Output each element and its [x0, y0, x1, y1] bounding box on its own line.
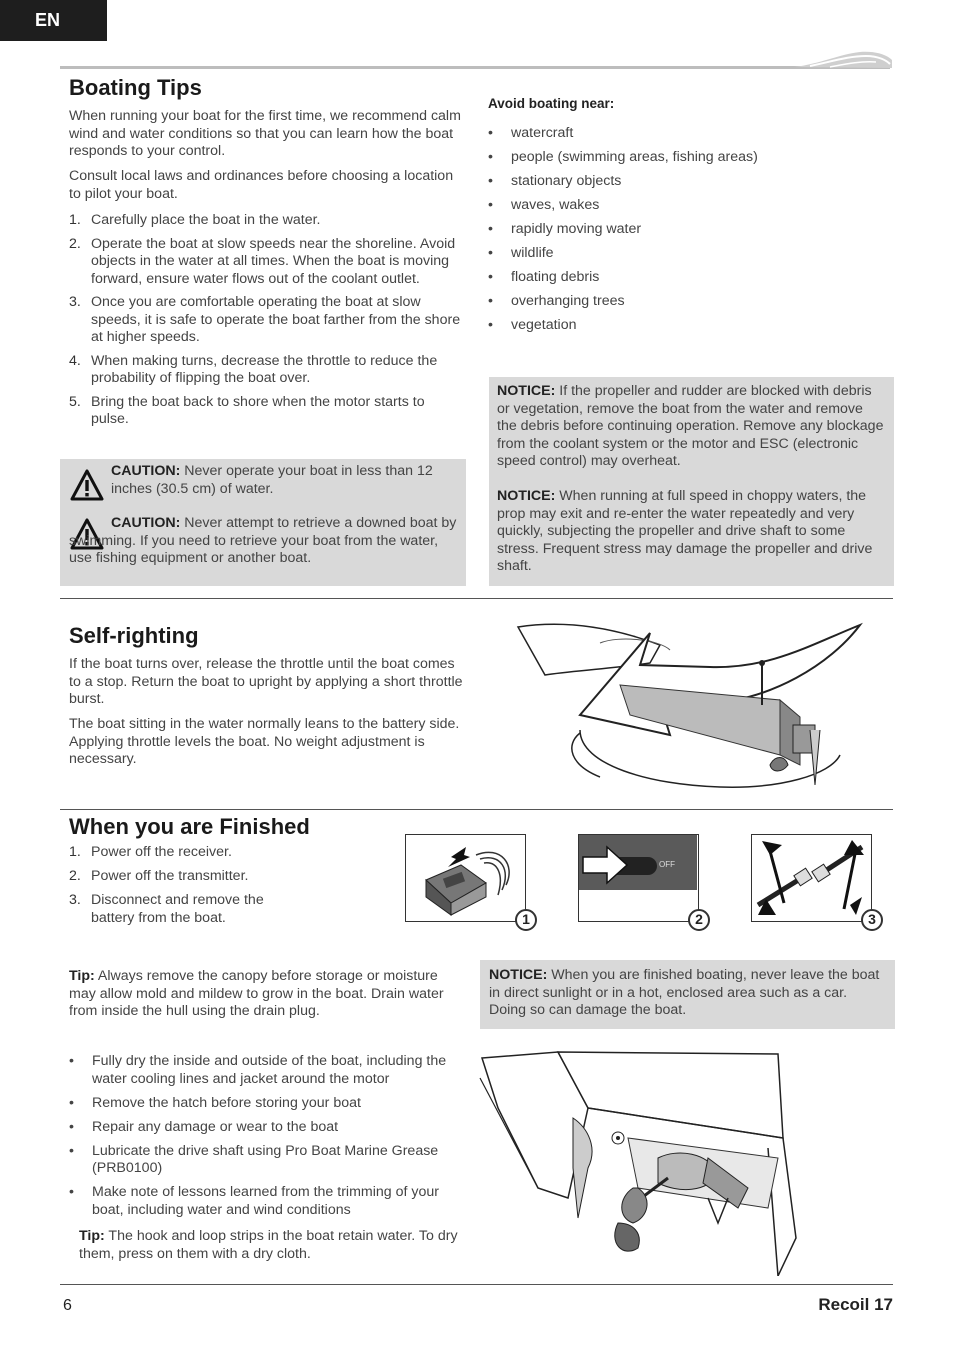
storage-bullets [69, 1053, 464, 1219]
switch-off-label: OFF [659, 860, 675, 869]
notice-text: When running at full speed in choppy waters, the prop may exit and re-enter the water repeatedly and very quickly, subjecting the propeller and drive shaft to some stress. Frequent stress may damage the propeller and drive shaft. [497, 488, 873, 574]
notice-text: When you are finished boating, never leave the boat in direct sunlight or in a hot, enclosed area such as a car. Doing so can damage the boat. [489, 967, 880, 1018]
list-item: • watercraft [488, 125, 574, 141]
list-item: 3. Disconnect and remove the battery from the boat. [69, 892, 264, 926]
tip-label: Tip: [79, 1228, 105, 1244]
caution-1 [111, 463, 451, 498]
self-righting-p1: If the boat turns over, release the throttle until the boat comes to a stop. Return the boat to upright by applying a short throttle burst. [69, 656, 463, 707]
avoid-title: Avoid boating near: [488, 96, 615, 111]
step-number: 2. [69, 235, 81, 252]
caution-text: Never attempt to retrieve a downed boat by swimming. If you need to retrieve your boat from the water, use fishing equipment or another boat. [69, 515, 457, 566]
notice-label: NOTICE: [497, 488, 556, 504]
step-text: When making turns, decrease the throttle to reduce the probability of flipping the boat over. [91, 352, 438, 386]
caution-box [60, 459, 466, 586]
step-number: 5. [69, 393, 81, 410]
notice-box [489, 377, 894, 586]
section-divider [60, 809, 893, 810]
notice-text: If the propeller and rudder are blocked with debris or vegetation, remove the boat from the water and remove the debris before continuing operation. Remove any blockage from the coolant system or the motor and ESC (electronic speed control) may overheat. [497, 383, 884, 469]
list-item [69, 236, 464, 289]
list-item: • Make note of lessons learned from the trimming of your boat, including water and wind conditions [69, 1184, 439, 1218]
step-number: 3. [69, 294, 81, 310]
page-number: 6 [63, 1297, 72, 1314]
list-item [69, 212, 464, 230]
avoid-list [488, 125, 888, 335]
receiver-figure [405, 834, 526, 922]
list-item: • Lubricate the drive shaft using Pro Boat Marine Grease (PRB0100) [69, 1142, 439, 1176]
notice-label: NOTICE: [497, 383, 556, 399]
tip-text: Always remove the canopy before storage or moisture may allow mold and mildew to grow in the boat. Drain water from inside the hull using the drain plug. [69, 968, 444, 1019]
finished-steps-list [69, 844, 299, 927]
language-label: EN [34, 9, 60, 30]
right-arrow-icon [579, 843, 639, 887]
tip-label: Tip: [69, 968, 95, 984]
list-item: • floating debris [488, 269, 600, 285]
footer-rule [60, 1284, 893, 1285]
notice-1 [497, 383, 885, 471]
wave-logo-icon [790, 44, 894, 70]
drive-shaft-illustration [478, 1048, 798, 1276]
list-item [69, 294, 464, 347]
step-text: Bring the boat back to shore when the motor starts to pulse. [91, 393, 425, 427]
step-text: Carefully place the boat in the water. [91, 212, 321, 228]
product-name: Recoil 17 [818, 1295, 893, 1314]
boating-tips-intro-1: When running your boat for the first time, we recommend calm wind and water conditions so that you can learn how the boat responds to your control. [69, 108, 461, 159]
finished-notice-box [480, 960, 895, 1029]
finished-title: When you are Finished [69, 814, 310, 839]
warning-triangle-icon [70, 469, 104, 501]
self-righting-title: Self-righting [69, 623, 199, 648]
transmitter-figure [578, 834, 699, 922]
disconnect-icon [752, 835, 870, 920]
step-number: 1. [69, 212, 81, 228]
notice-label: NOTICE: [489, 967, 548, 983]
list-item: • waves, wakes [488, 197, 600, 213]
list-item: • overhanging trees [488, 293, 625, 309]
step-number: 4. [69, 352, 81, 369]
caution-label: CAUTION: [111, 463, 181, 479]
list-item [69, 394, 464, 429]
list-item: • stationary objects [488, 173, 622, 189]
boating-steps-list [69, 212, 464, 429]
self-righting-p2: The boat sitting in the water normally leans to the battery side. Applying throttle levels the boat. No weight adjustment is necessary. [69, 716, 460, 767]
boating-tips-title: Boating Tips [69, 75, 202, 100]
finished-notice [489, 967, 887, 1020]
list-item: • vegetation [488, 317, 577, 333]
tip-text: The hook and loop strips in the boat retain water. To dry them, press on them with a dry cloth. [79, 1228, 458, 1262]
section-divider [60, 598, 893, 599]
list-item: • people (swimming areas, fishing areas) [488, 149, 758, 165]
self-righting-illustration [510, 605, 870, 795]
language-tab [0, 0, 107, 41]
step-badge-1: 1 [515, 909, 537, 931]
step-badge-2: 2 [688, 909, 710, 931]
caution-text: Never operate your boat in less than 12 inches (30.5 cm) of water. [111, 463, 433, 497]
list-item: • rapidly moving water [488, 221, 642, 237]
tip-2 [79, 1228, 464, 1263]
step-text: Once you are comfortable operating the boat at slow speeds, it is safe to operate the boat farther from the shore at higher speeds. [91, 294, 461, 345]
tip-1 [69, 968, 464, 1021]
receiver-icon [406, 835, 524, 920]
list-item: 1. Power off the receiver. [69, 844, 232, 860]
notice-2 [497, 488, 885, 576]
list-item: • wildlife [488, 245, 554, 261]
battery-disconnect-figure [751, 834, 872, 922]
list-item: 2. Power off the transmitter. [69, 868, 249, 884]
boating-tips-intro-2: Consult local laws and ordinances before choosing a location to pilot your boat. [69, 168, 454, 202]
caution-label: CAUTION: [111, 515, 181, 531]
list-item [69, 353, 464, 388]
caution-2 [69, 515, 459, 568]
header-rule [60, 66, 890, 69]
step-badge-3: 3 [861, 909, 883, 931]
list-item: • Fully dry the inside and outside of the boat, including the water cooling lines and jacket around the motor [69, 1053, 447, 1087]
list-item: • Remove the hatch before storing your boat [69, 1094, 361, 1111]
step-text: Operate the boat at slow speeds near the shoreline. Avoid objects in the water at all times. When the boat is moving forward, ensure water flows out of the coolant outlet. [91, 235, 456, 287]
list-item: • Repair any damage or wear to the boat [69, 1118, 339, 1135]
